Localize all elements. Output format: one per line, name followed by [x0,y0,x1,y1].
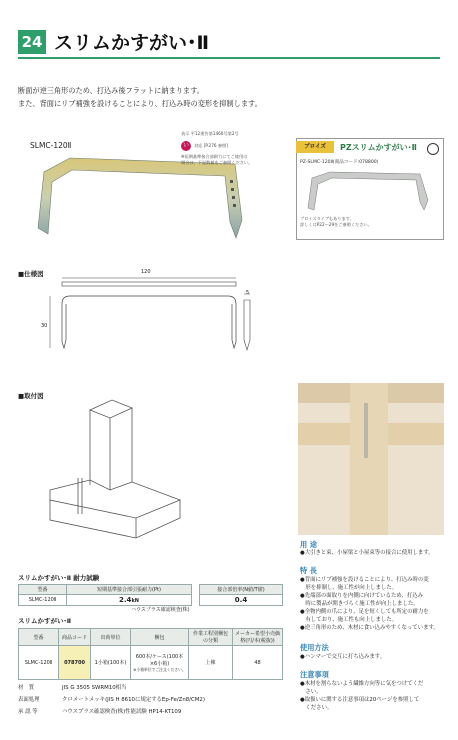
dim-side: 5 [246,290,250,296]
intro-line: また、背面にリブ補強を設けることにより、打込み時の変形を抑制します。 [18,99,262,108]
pt-model: SLMC-120Ⅱ [19,646,59,680]
caution-list [300,680,450,712]
spec-row [18,707,181,715]
pz-note-line: プロイズタイプもあります。 [300,216,354,221]
notice-badge-text: 対応 [P.276 参照] [194,143,228,148]
strength-table [18,584,283,606]
spec-key: 承 認 等 [18,709,38,715]
strength-source: ハウスプラス確認検査(株) [131,607,190,613]
intro-text [18,84,262,110]
caution-line: ください。 [300,705,333,711]
notice-line: 表示 平12建告第1460号第2号 [181,131,239,136]
strength-row-model: SLMC-120Ⅱ [19,595,67,606]
pz-staple-image [300,168,440,213]
features-list [300,576,450,632]
spec-row [18,683,126,691]
page-title: スリムかすがい･Ⅱ [54,32,210,54]
dim-height: 30 [41,323,48,329]
header-rule [18,57,440,59]
pt-pack-note: ※小箱単位でご注文ください。 [133,666,186,672]
product-table [18,628,283,680]
usage-heading: 用 途 [300,540,317,549]
pt-col-category: 作業工程別梱包の分類 [189,629,233,646]
pt-col-code: 商品コード [59,629,91,646]
pz-logo-icon [427,143,439,155]
feature-line: ●逆三角形のため、木材に食い込みやすくなっています。 [300,625,439,631]
howto-text: ●ハンマーで交互に打ち込みます。 [300,654,386,660]
strength-col-model: 型番 [19,585,67,595]
pt-price: 48 [233,646,283,680]
feature-line: 有しており、施工性も向上しました。 [300,617,398,623]
spec-divider [18,679,283,680]
usage-text: ●大引きと束、小屋梁と小屋束等の接合に使用します。 [300,550,434,556]
pt-unit: 1小箱(100本) [91,646,131,680]
installation-photo [298,383,444,535]
feature-line: ●先端部の面取りを内側に向けているため、打込み [300,593,424,599]
notice-badge: い [182,142,189,149]
pz-tag: プロイズ [296,141,334,153]
caution-line: ●取扱いに関する注意事項は20ページを参照して [300,697,420,703]
install-heading: ■取付図 [18,392,44,400]
strength-col-tension: 短期基準接合部引張耐力(Pt) [67,585,192,595]
pz-note-line: 詳しくはP22～29をご参照ください。 [300,222,372,227]
dim-width: 120 [141,269,151,275]
pz-note [300,216,372,228]
pt-col-price: メーカー希望小売価格(円/本(税抜)) [233,629,283,646]
notice-sub-line: ※短期基準接合部耐力にてご使用の [181,154,248,159]
strength-tension-cell [67,595,192,606]
strength-col-shear: 接合部倍率(N値/T値) [200,585,283,595]
install-drawing [40,390,200,550]
caution-line: さい。 [300,689,322,695]
intro-line: 断面が逆三角形のため、打込み後フラットに納まります。 [18,86,204,95]
notice-sub [181,154,252,166]
pt-code: 078700 [59,646,91,680]
pt-category: 上棟 [189,646,233,680]
spec-drawing [40,270,260,360]
feature-line: 形を抑制し、施工性が向上しました。 [300,585,398,591]
caution-line: ●木材を割らないよう繊維方向等に気をつけてくだ [300,681,424,687]
spec-key: 表面処理 [18,697,40,703]
spec-row [18,695,205,703]
spec-drawing-heading: ■仕様図 [18,270,44,278]
pt-pack-cell [131,646,189,680]
strength-title: スリムかすがい･Ⅱ 耐力試験 [18,574,100,582]
pt-col-model: 型番 [19,629,59,646]
page-number: 24 [18,30,46,54]
pt-col-unit: 出荷単位 [91,629,131,646]
spec-key: 材 質 [18,685,35,691]
spec-value: クロメートメッキ(JIS H 8610に規定するEp-Fe/Zn8/CM2) [62,697,205,703]
pt-col-pack: 梱包 [131,629,189,646]
pz-title: PZスリムかすがい･Ⅱ [340,143,417,152]
spec-value: ハウスプラス確認検査(株)性能試験 HP14-KT109 [62,709,182,715]
strength-tension-unit: kN [131,598,139,604]
caution-heading: 注意事項 [300,670,329,679]
feature-line: ●全物内側の爪により、足を短くしても所定の耐力を [300,609,429,615]
feature-line: ●背面にリブ補強を設けることにより、打込み時の変 [300,577,429,583]
pz-code: PZ-SLMC-120Ⅱ(商品コード:078800) [300,160,379,165]
notice-sub-line: 場合は、下記数値をご参照ください。 [181,160,253,165]
feature-line: 時に製品が開きづらく施工性が向上しました。 [300,601,419,607]
product-model-label: SLMC-120Ⅱ [30,141,72,150]
pt-pack: 600本/ケース(100本×6小箱) [135,653,184,667]
strength-shear-value: 0.4 [200,595,283,606]
features-heading: 特 長 [300,566,317,575]
strength-tension-value: 2.4 [119,596,132,604]
howto-heading: 使用方法 [300,643,329,652]
spec-value: JIS G 3505 SWRM10相当 [62,685,127,691]
product-table-title: スリムかすがい･Ⅱ [18,617,72,625]
